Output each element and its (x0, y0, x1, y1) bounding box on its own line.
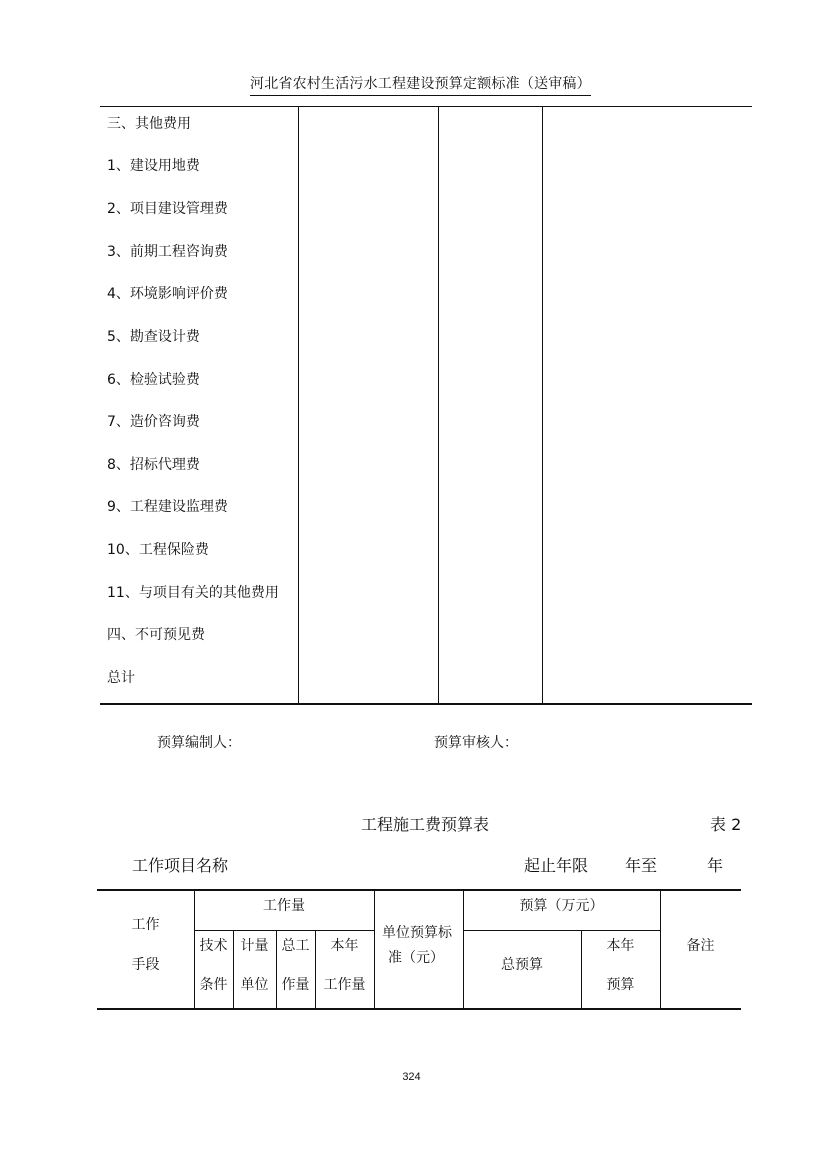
row-divider (463, 930, 660, 931)
table-row: 5、勘查设计费 (107, 329, 200, 345)
table2-title: 工程施工费预算表 (361, 815, 490, 834)
table-row: 7、造价咨询费 (107, 414, 200, 430)
table-row: 2、项目建设管理费 (107, 201, 228, 217)
header-unit-standard-line2: 准（元） (388, 950, 444, 966)
table-row-total: 总计 (107, 670, 135, 686)
table-row: 1、建设用地费 (107, 158, 200, 174)
header-workload: 工作量 (263, 898, 305, 914)
page-number: 324 (402, 1071, 421, 1083)
reviewer-label: 预算审核人： (434, 735, 518, 751)
header-year-budget-line1: 本年 (606, 938, 635, 954)
table-row: 四、不可预见费 (107, 627, 205, 643)
header-year-work-line2: 工作量 (323, 977, 366, 993)
row-divider (194, 930, 374, 931)
document-header-title: 河北省农村生活污水工程建设预算定额标准（送审稿） (250, 73, 591, 96)
column-divider (438, 106, 439, 704)
header-unit-line2: 单位 (240, 977, 269, 993)
table-top-border (100, 106, 752, 107)
header-year-budget-line2: 预算 (606, 977, 635, 993)
header-year-work-line1: 本年 (330, 938, 359, 954)
column-divider (542, 106, 543, 704)
table-row: 3、前期工程咨询费 (107, 244, 228, 260)
header-total-budget: 总预算 (501, 957, 543, 973)
header-unit-standard-line1: 单位预算标 (382, 925, 452, 941)
table-row: 11、与项目有关的其他费用 (107, 585, 279, 601)
table-row: 三、其他费用 (107, 116, 191, 132)
header-unit-line1: 计量 (240, 938, 269, 954)
header-budget: 预算（万元） (519, 898, 604, 914)
table-row: 10、工程保险费 (107, 542, 209, 558)
table-bottom-border (100, 703, 752, 705)
table2-tag: 表 2 (710, 815, 742, 834)
year-to-label: 年 (707, 856, 724, 875)
header-total-work-line2: 作量 (281, 977, 310, 993)
header-work-means-line2: 手段 (131, 957, 160, 973)
table-row: 4、环境影响评价费 (107, 286, 228, 302)
table-row: 9、工程建设监理费 (107, 499, 228, 515)
header-tech-line1: 技术 (199, 938, 228, 954)
period-label: 起止年限 (524, 856, 589, 875)
preparer-label: 预算编制人： (157, 735, 241, 751)
table-row: 6、检验试验费 (107, 372, 200, 388)
column-divider (374, 889, 375, 1009)
column-divider (298, 106, 299, 704)
header-remarks: 备注 (686, 938, 715, 954)
year-from-label: 年至 (625, 856, 658, 875)
header-work-means-line1: 工作 (131, 917, 160, 933)
header-tech-line2: 条件 (199, 977, 228, 993)
table-row: 8、招标代理费 (107, 457, 200, 473)
project-name-label: 工作项目名称 (132, 856, 229, 875)
header-total-work-line1: 总工 (281, 938, 310, 954)
